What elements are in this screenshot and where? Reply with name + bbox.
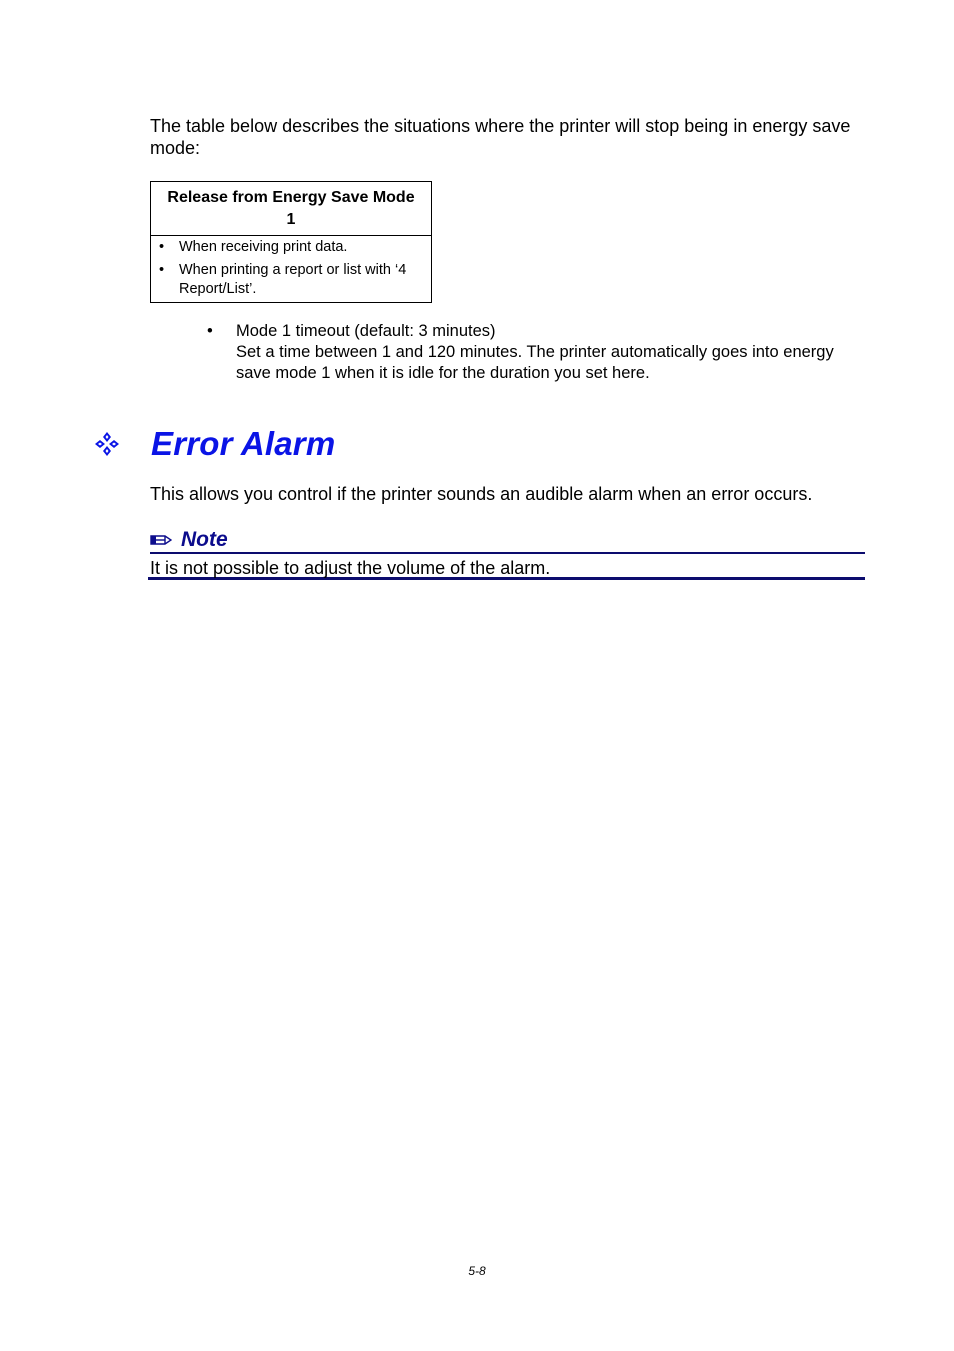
four-diamonds-icon [94, 431, 120, 457]
release-conditions-table [150, 181, 432, 303]
pencil-icon [150, 534, 172, 546]
timeout-bullet [207, 321, 847, 384]
timeout-title: Mode 1 timeout (default: 3 minutes) [236, 322, 496, 340]
note-header [150, 527, 865, 554]
bullet-icon: • [159, 239, 165, 255]
list-item [151, 261, 431, 299]
intro-paragraph: The table below describes the situations where the printer will stop being in energy save mode: [150, 116, 851, 158]
timeout-body: Set a time between 1 and 120 minutes. The printer automatically goes into energy save mode 1 when it is idle for the duration you set here. [236, 343, 834, 382]
release-table-cell [151, 236, 432, 303]
bullet-icon: • [207, 322, 213, 340]
list-item-text: When printing a report or list with ‘4 Report/List’. [179, 262, 407, 297]
note-text: It is not possible to adjust the volume of the alarm. [148, 556, 865, 580]
section-heading [94, 422, 335, 466]
list-item-text: When receiving print data. [179, 239, 348, 255]
section-title: Error Alarm [151, 425, 336, 462]
release-conditions-list [151, 236, 431, 302]
note-label: Note [181, 527, 228, 551]
bullet-icon: • [159, 262, 165, 278]
section-description: This allows you control if the printer sounds an audible alarm when an error occurs. [150, 484, 813, 504]
timeout-text [236, 321, 847, 384]
list-item [151, 238, 431, 257]
page-number: 5-8 [468, 1264, 486, 1278]
release-table-header: Release from Energy Save Mode 1 [151, 182, 432, 236]
